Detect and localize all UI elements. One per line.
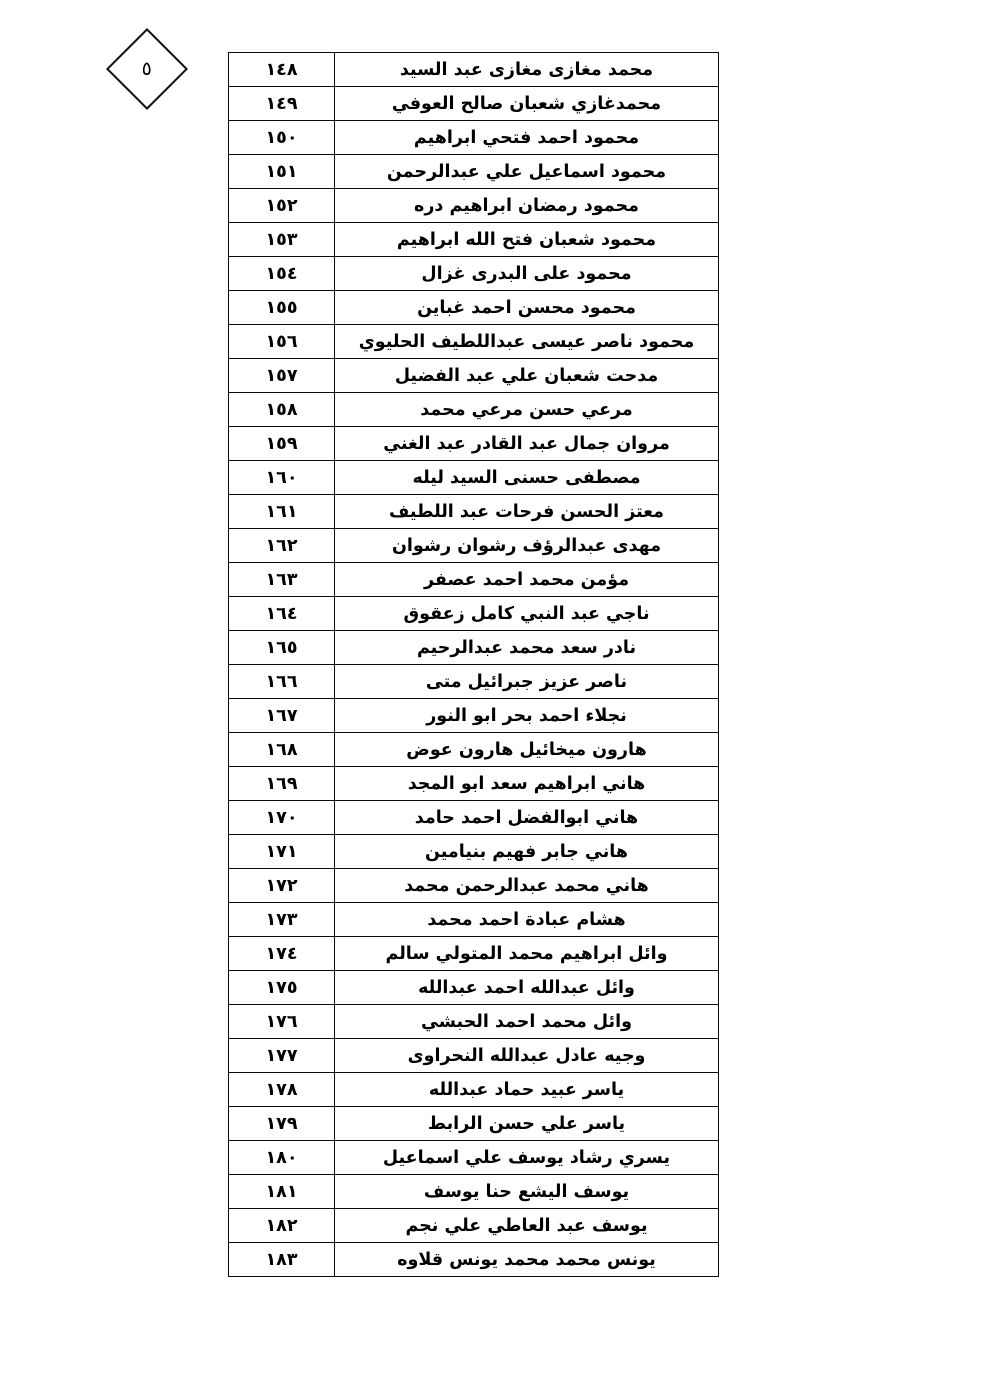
cell-number: ١٧٦ — [229, 1005, 335, 1039]
cell-number: ١٧٢ — [229, 869, 335, 903]
cell-number: ١٦٣ — [229, 563, 335, 597]
table-row — [229, 835, 719, 869]
cell-name: هاني ابراهيم سعد ابو المجد — [335, 767, 719, 801]
cell-name: يونس محمد محمد يونس قلاوه — [335, 1243, 719, 1277]
table-row — [229, 189, 719, 223]
cell-number: ١٨٣ — [229, 1243, 335, 1277]
cell-number: ١٥٩ — [229, 427, 335, 461]
cell-number: ١٧٠ — [229, 801, 335, 835]
cell-number: ١٦٢ — [229, 529, 335, 563]
cell-name: وائل عبدالله احمد عبدالله — [335, 971, 719, 1005]
table-row — [229, 529, 719, 563]
names-table — [228, 52, 719, 1277]
cell-name: محمود رمضان ابراهيم دره — [335, 189, 719, 223]
cell-number: ١٥٢ — [229, 189, 335, 223]
cell-name: نجلاء احمد بحر ابو النور — [335, 699, 719, 733]
table-row — [229, 223, 719, 257]
cell-number: ١٤٩ — [229, 87, 335, 121]
table-row — [229, 767, 719, 801]
table-row — [229, 937, 719, 971]
table-row — [229, 495, 719, 529]
cell-name: محمد مغازى مغازى عبد السيد — [335, 53, 719, 87]
cell-name: مؤمن محمد احمد عصفر — [335, 563, 719, 597]
cell-name: ناجي عبد النبي كامل زعقوق — [335, 597, 719, 631]
cell-number: ١٦١ — [229, 495, 335, 529]
cell-number: ١٦٠ — [229, 461, 335, 495]
cell-name: هاني ابوالفضل احمد حامد — [335, 801, 719, 835]
cell-name: محمود محسن احمد غباين — [335, 291, 719, 325]
table-row — [229, 1005, 719, 1039]
cell-name: مصطفى حسنى السيد ليله — [335, 461, 719, 495]
table-row — [229, 1243, 719, 1277]
table-row — [229, 869, 719, 903]
names-table-container — [265, 52, 719, 1277]
cell-name: يسري رشاد يوسف علي اسماعيل — [335, 1141, 719, 1175]
names-table-body — [229, 53, 719, 1277]
cell-name: ياسر عبيد حماد عبدالله — [335, 1073, 719, 1107]
cell-name: وائل محمد احمد الحبشي — [335, 1005, 719, 1039]
table-row — [229, 1209, 719, 1243]
table-row — [229, 1141, 719, 1175]
cell-name: هشام عبادة احمد محمد — [335, 903, 719, 937]
table-row — [229, 427, 719, 461]
table-row — [229, 325, 719, 359]
table-row — [229, 597, 719, 631]
cell-name: هاني جابر فهيم بنيامين — [335, 835, 719, 869]
table-row — [229, 699, 719, 733]
cell-number: ١٦٤ — [229, 597, 335, 631]
cell-number: ١٧٨ — [229, 1073, 335, 1107]
cell-name: هارون ميخائيل هارون عوض — [335, 733, 719, 767]
cell-name: محمود على البدرى غزال — [335, 257, 719, 291]
cell-number: ١٥١ — [229, 155, 335, 189]
cell-name: وجيه عادل عبدالله النحراوى — [335, 1039, 719, 1073]
cell-number: ١٥٤ — [229, 257, 335, 291]
cell-number: ١٥٨ — [229, 393, 335, 427]
cell-number: ١٤٨ — [229, 53, 335, 87]
cell-number: ١٥٠ — [229, 121, 335, 155]
page-number-value: ٥ — [141, 57, 153, 80]
cell-name: محمدغازي شعبان صالح العوفي — [335, 87, 719, 121]
cell-number: ١٨٠ — [229, 1141, 335, 1175]
cell-number: ١٥٥ — [229, 291, 335, 325]
cell-name: يوسف اليشع حنا يوسف — [335, 1175, 719, 1209]
cell-name: هاني محمد عبدالرحمن محمد — [335, 869, 719, 903]
cell-number: ١٦٧ — [229, 699, 335, 733]
cell-name: مرعي حسن مرعي محمد — [335, 393, 719, 427]
cell-number: ١٨١ — [229, 1175, 335, 1209]
cell-number: ١٧٣ — [229, 903, 335, 937]
table-row — [229, 971, 719, 1005]
cell-number: ١٧٩ — [229, 1107, 335, 1141]
cell-name: مدحت شعبان علي عبد الفضيل — [335, 359, 719, 393]
cell-name: ياسر علي حسن الرابط — [335, 1107, 719, 1141]
cell-number: ١٧١ — [229, 835, 335, 869]
cell-number: ١٥٦ — [229, 325, 335, 359]
table-row — [229, 155, 719, 189]
cell-name: محمود احمد فتحي ابراهيم — [335, 121, 719, 155]
table-row — [229, 291, 719, 325]
table-row — [229, 903, 719, 937]
table-row — [229, 801, 719, 835]
cell-name: محمود اسماعيل علي عبدالرحمن — [335, 155, 719, 189]
cell-name: محمود ناصر عيسى عبداللطيف الحليوي — [335, 325, 719, 359]
cell-number: ١٦٨ — [229, 733, 335, 767]
table-row — [229, 1039, 719, 1073]
table-row — [229, 631, 719, 665]
table-row — [229, 393, 719, 427]
table-row — [229, 87, 719, 121]
cell-name: معتز الحسن فرحات عبد اللطيف — [335, 495, 719, 529]
table-row — [229, 1107, 719, 1141]
cell-number: ١٧٥ — [229, 971, 335, 1005]
page-number-badge — [106, 28, 188, 110]
cell-number: ١٦٥ — [229, 631, 335, 665]
table-row — [229, 733, 719, 767]
table-row — [229, 461, 719, 495]
table-row — [229, 665, 719, 699]
cell-number: ١٧٤ — [229, 937, 335, 971]
cell-name: نادر سعد محمد عبدالرحيم — [335, 631, 719, 665]
cell-number: ١٦٦ — [229, 665, 335, 699]
table-row — [229, 121, 719, 155]
cell-number: ١٨٢ — [229, 1209, 335, 1243]
table-row — [229, 359, 719, 393]
table-row — [229, 53, 719, 87]
cell-name: محمود شعبان فتح الله ابراهيم — [335, 223, 719, 257]
cell-number: ١٧٧ — [229, 1039, 335, 1073]
cell-name: وائل ابراهيم محمد المتولي سالم — [335, 937, 719, 971]
cell-number: ١٦٩ — [229, 767, 335, 801]
cell-number: ١٥٧ — [229, 359, 335, 393]
cell-number: ١٥٣ — [229, 223, 335, 257]
cell-name: مهدى عبدالرؤف رشوان رشوان — [335, 529, 719, 563]
table-row — [229, 257, 719, 291]
cell-name: مروان جمال عبد القادر عبد الغني — [335, 427, 719, 461]
table-row — [229, 1073, 719, 1107]
cell-name: يوسف عبد العاطي علي نجم — [335, 1209, 719, 1243]
table-row — [229, 1175, 719, 1209]
cell-name: ناصر عزيز جبرائيل متى — [335, 665, 719, 699]
table-row — [229, 563, 719, 597]
